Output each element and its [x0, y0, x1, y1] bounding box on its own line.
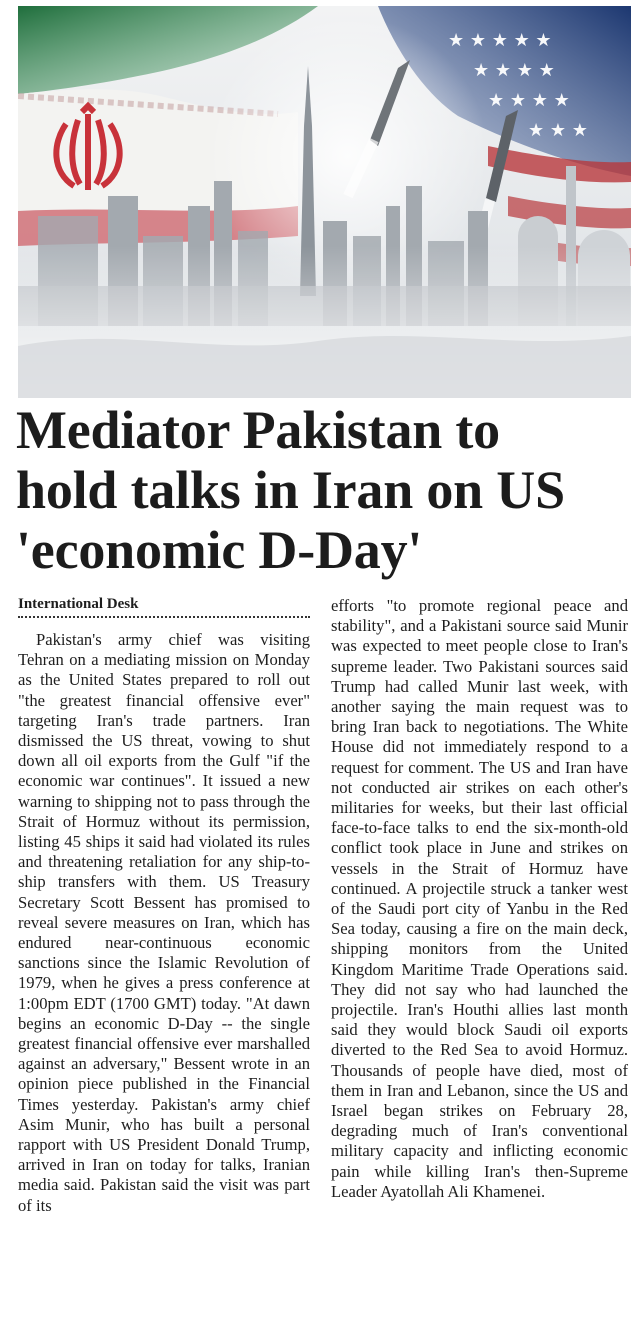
svg-text:★ ★ ★ ★: ★ ★ ★ ★: [473, 60, 555, 81]
headline-line: 'economic D-Day': [16, 520, 423, 580]
headline-line: Mediator Pakistan to: [16, 400, 500, 460]
article-column-left: [18, 594, 310, 1216]
svg-text:★ ★ ★ ★: ★ ★ ★ ★: [488, 90, 570, 111]
desk-label: International Desk: [18, 594, 310, 618]
headline-line: hold talks in Iran on US: [16, 460, 565, 520]
article-body-left: Pakistan's army chief was visiting Tehran on a mediating mission on Monday as the United States prepared to roll out "the greatest financial offensive ever" targeting Iran's trade partners. Iran dismissed the US threat, vowing to shut down all oil exports from the Gulf "if the economic war continues". It issued a new warning to shipping not to pass through the Strait of Hormuz without its permission, listing 45 ships it said had violated its rules and threatening retaliation for any ship-to-ship transfers with them. US Treasury Secretary Scott Bessent has promised to reveal severe measures on Iran, which has endured near-continuous economic sanctions since the Islamic Revolution of 1979, when he gives a press conference at 1:00pm EDT (1700 GMT) today. "At dawn begins an economic D-Day -- the single greatest financial offensive ever marshalled against an adversary," Bessent wrote in an opinion piece published in the Financial Times yesterday. Pakistan's army chief Asim Munir, who has built a personal rapport with US President Donald Trump, arrived in Iran on today for talks, Iranian media said. Pakistan said the visit was part of its: [18, 630, 310, 1215]
svg-text:★ ★ ★ ★ ★: ★ ★ ★ ★ ★: [448, 30, 552, 51]
flags-skyline-illustration: [18, 6, 631, 398]
svg-text:★ ★ ★: ★ ★ ★: [528, 120, 588, 141]
article-headline: [16, 400, 616, 580]
article-column-right: [331, 596, 628, 1202]
hero-illustration: [18, 6, 631, 398]
article-body-right: efforts "to promote regional peace and stability", and a Pakistani source said Munir was expected to meet people close to Iran's supreme leader. Two Pakistani sources said Trump had called Munir last week, with another saying the main request was to bring Iran back to negotiations. The White House did not immediately respond to a request for comment. The US and Iran have not conducted air strikes on each other's militaries for weeks, but their last official face-to-face talks to end the six-month-old conflict took place in June and strikes on vessels in the Strait of Hormuz have continued. A projectile struck a tanker west of the Saudi port city of Yanbu in the Red Sea today, causing a fire on the main deck, shipping monitors from the United Kingdom Maritime Trade Operations said. They did not say who had launched the projectile. Iran's Houthi allies last month said they would block Saudi oil exports diverted to the Red Sea to avoid Hormuz. Thousands of people have died, most of them in Iran and Lebanon, since the US and Israel began strikes on February 28, degrading much of Iran's conventional military capacity and inflicting economic pain while killing Iran's then-Supreme Leader Ayatollah Ali Khamenei.: [331, 596, 628, 1201]
